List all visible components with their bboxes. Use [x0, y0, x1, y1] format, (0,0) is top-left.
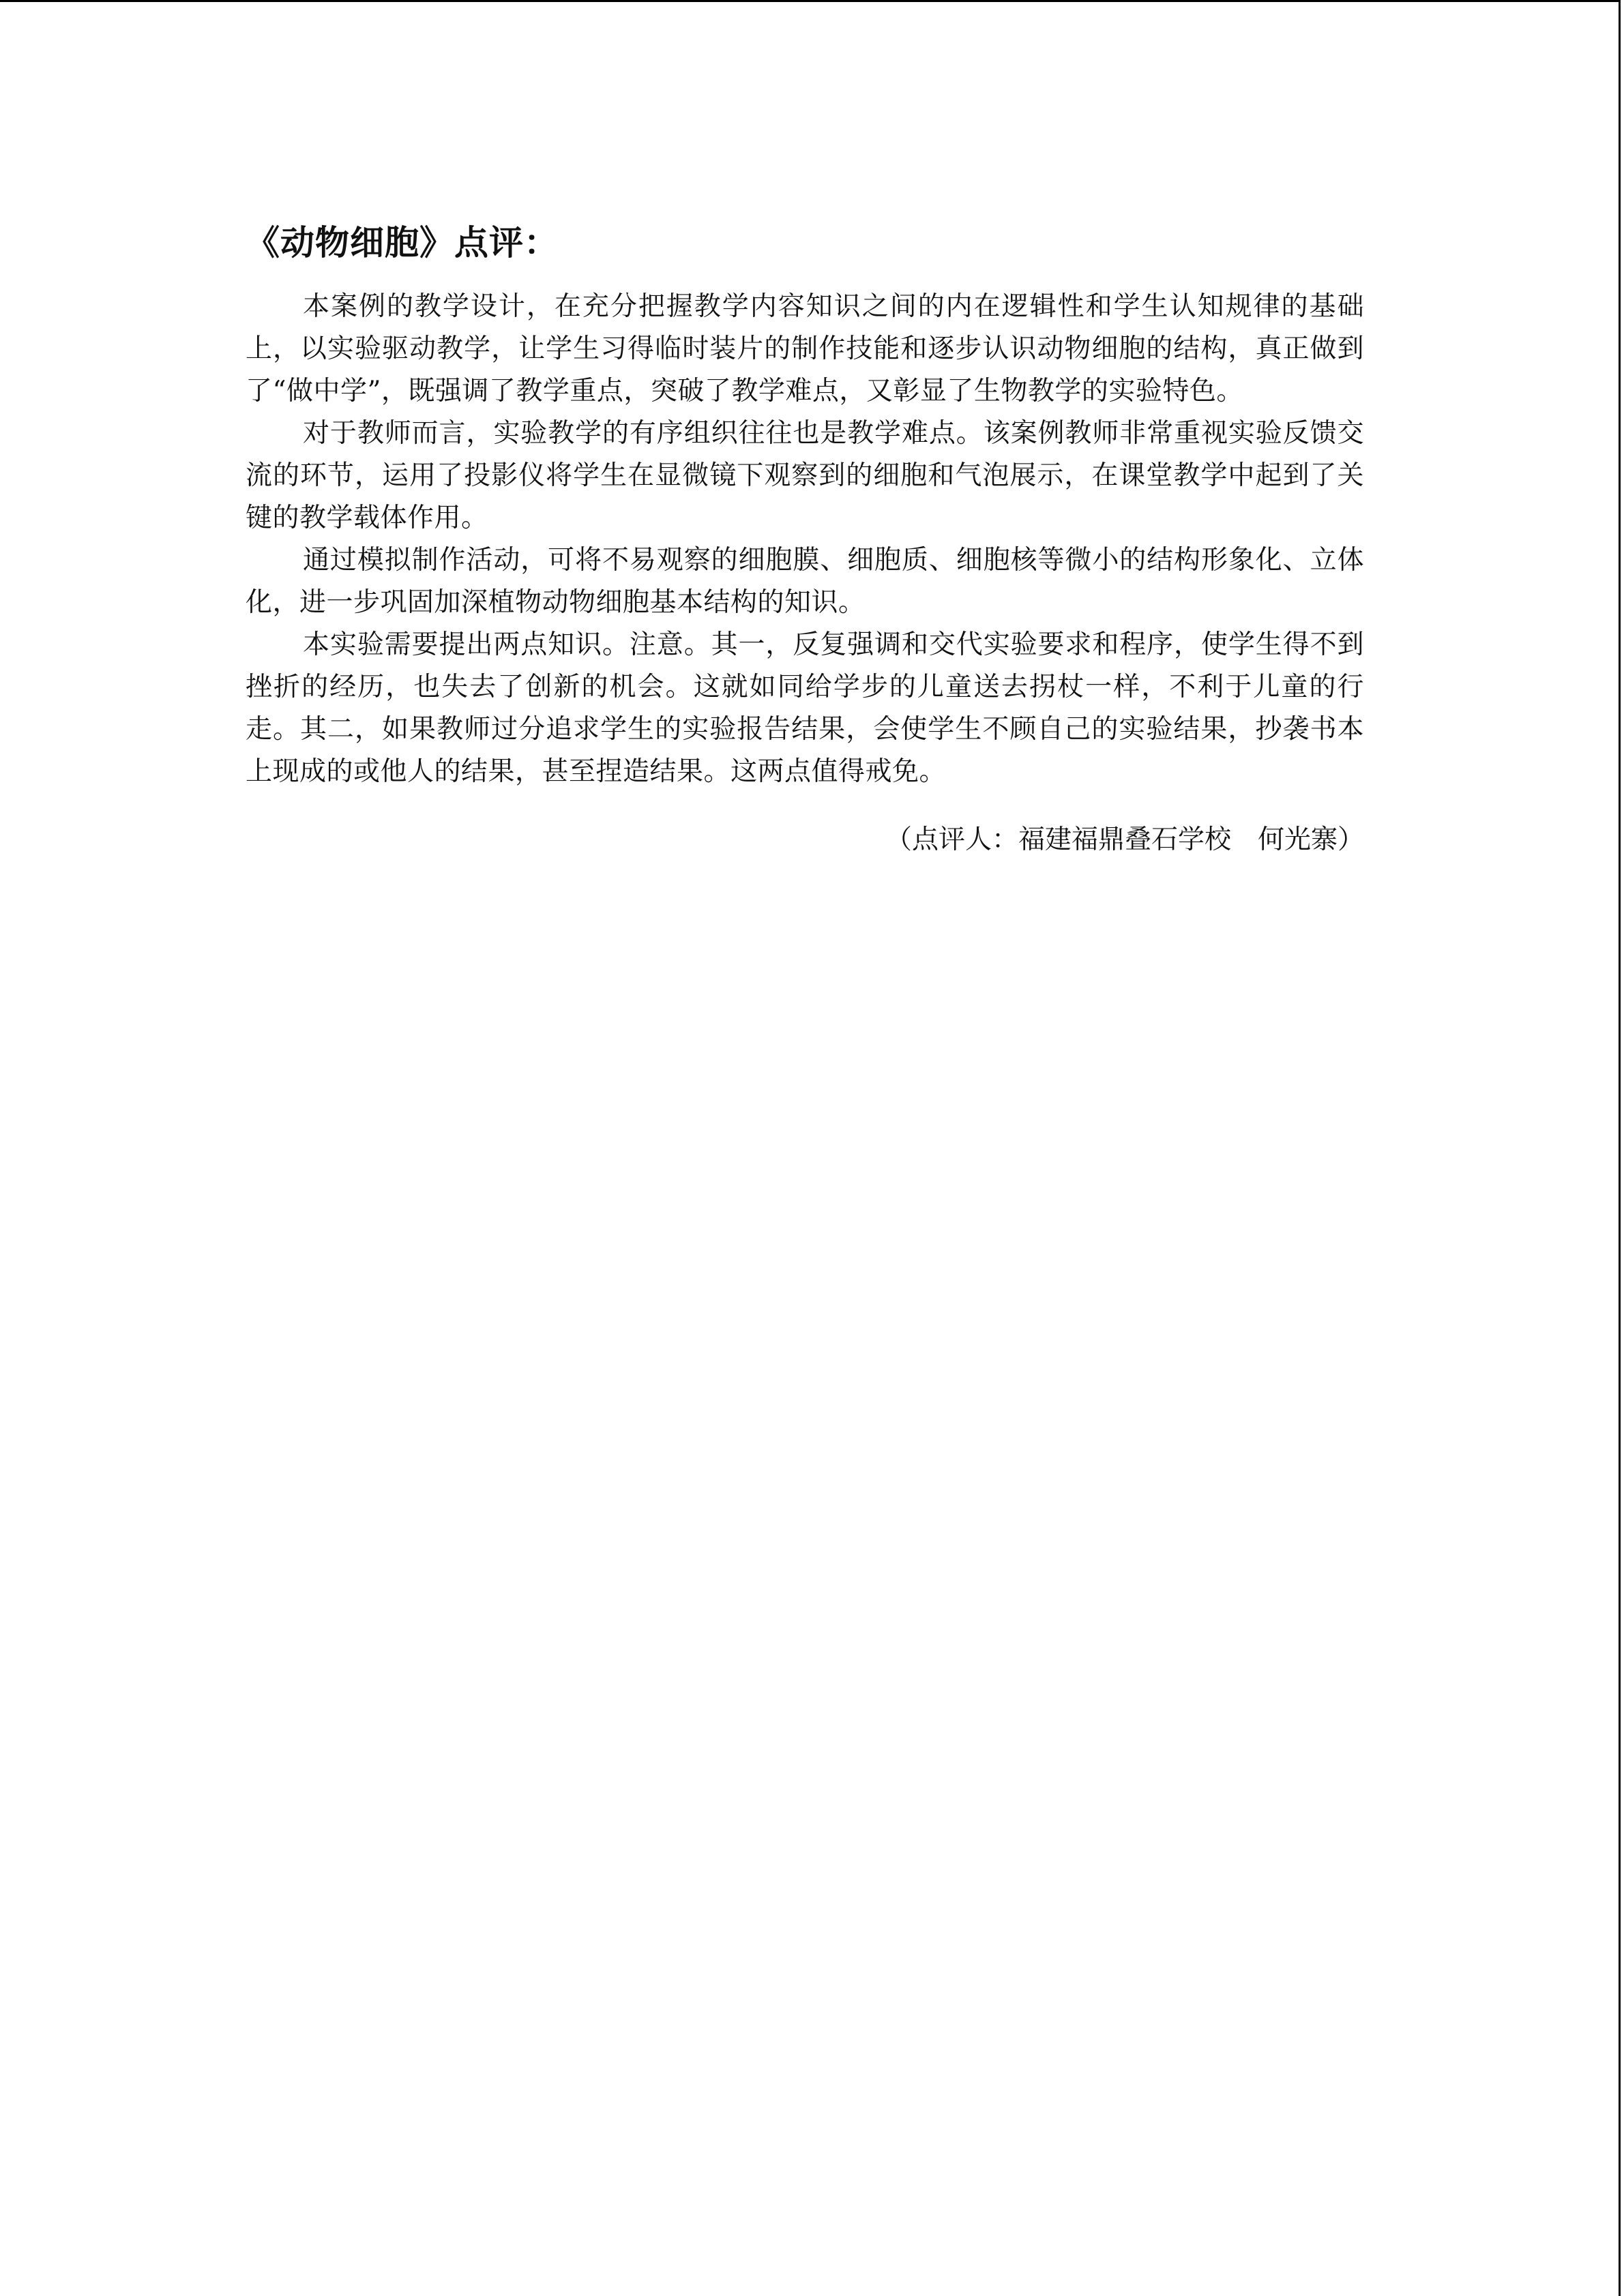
- paragraph-2: 对于教师而言，实验教学的有序组织往往也是教学难点。该案例教师非常重视实验反馈交流的环节，运用了投影仪将学生在显微镜下观察到的细胞和气泡展示，在课堂教学中起到了关键的教学载体作用。: [246, 418, 1364, 533]
- paragraph-3: 通过模拟制作活动，可将不易观察的细胞膜、细胞质、细胞核等微小的结构形象化、立体化，进一步巩固加深植物动物细胞基本结构的知识。: [246, 545, 1364, 618]
- document-title: 《动物细胞》点评：: [246, 223, 559, 263]
- document-content: [246, 219, 1364, 861]
- reviewer-signature: （点评人：福建福鼎叠石学校 何光寨）: [885, 824, 1364, 855]
- paragraph-1: 本案例的教学设计，在充分把握教学内容知识之间的内在逻辑性和学生认知规律的基础上，以实验驱动教学，让学生习得临时装片的制作技能和逐步认识动物细胞的结构，真正做到了“做中学”，既强调了教学重点，突破了教学难点，又彰显了生物教学的实验特色。: [246, 291, 1364, 406]
- paragraph-4: 本实验需要提出两点知识。注意。其一，反复强调和交代实验要求和程序，使学生得不到挫折的经历，也失去了创新的机会。这就如同给学步的儿童送去拐杖一样，不利于儿童的行走。其二，如果教师过分追求学生的实验报告结果，会使学生不顾自己的实验结果，抄袭书本上现成的或他人的结果，甚至捏造结果。这两点值得戒免。: [246, 629, 1364, 787]
